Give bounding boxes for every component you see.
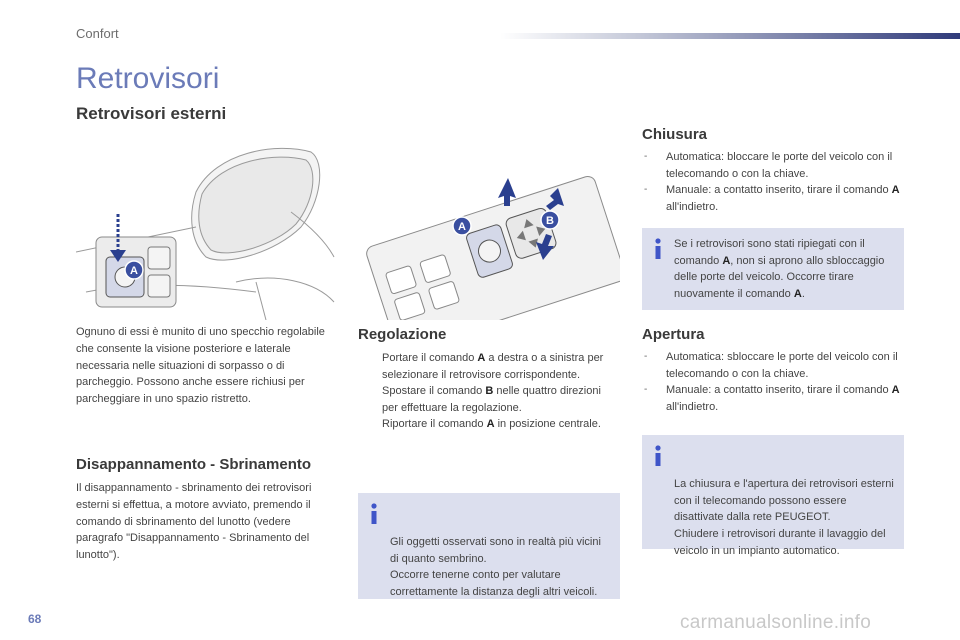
chiusura-heading: Chiusura	[642, 126, 708, 143]
info-icon	[652, 238, 664, 260]
list-item: - Automatica: bloccare le porte del veicolo con il telecomando o con la chiave.	[644, 151, 893, 180]
section-label: Confort	[76, 26, 119, 41]
list-item: - Manuale: a contatto inserito, tirare il comando A all'indietro.	[644, 184, 900, 213]
list-item: Spostare il comando B nelle quattro direzioni per effettuare la regolazione.	[382, 385, 601, 414]
page-subtitle: Retrovisori esterni	[76, 104, 227, 123]
regolazione-info-box	[358, 493, 620, 599]
header-gradient-bar	[500, 33, 960, 39]
intro-paragraph: Ognuno di essi è munito di uno specchio regolabile che consente la visione posteriore e laterale necessaria nelle situazioni di sorpasso o di parcheggio. Possono anche essere richiusi per parcheggiare in uno spazio ristretto.	[76, 326, 325, 406]
page-number: 68	[28, 612, 42, 626]
watermark: carmanualsonline.info	[680, 612, 872, 633]
apertura-list	[642, 349, 904, 415]
list-item: - Automatica: sbloccare le porte del veicolo con il telecomando o con la chiave.	[644, 351, 898, 380]
info-icon	[652, 445, 664, 467]
page-title: Retrovisori	[76, 62, 220, 95]
apertura-heading: Apertura	[642, 326, 705, 343]
list-item: - Manuale: a contatto inserito, tirare il comando A all'indietro.	[644, 384, 900, 413]
info-text: La chiusura e l'apertura dei retrovisori esterni con il telecomando possono essere disattivate dalla rete PEUGEOT. Chiudere i retrovisori durante il lavaggio del veicolo in un impianto automatico.	[674, 478, 894, 557]
control-a-letter: A	[130, 265, 138, 277]
list-item: Portare il comando A a destra o a sinistra per selezionare il retrovisore corrispondente.	[382, 352, 604, 381]
control-b-letter: B	[546, 215, 554, 227]
chiusura-info-box: Se i retrovisori sono stati ripiegati con il comando A, non si aprono allo sbloccaggio delle porte del veicolo. Occorre tirare nuovamente il comando A.	[642, 228, 904, 310]
defrost-paragraph: Il disappannamento - sbrinamento dei retrovisori esterni si effettua, a motore avviato, premendo il comando di sbrinamento del lunotto (vedere paragrafo "Disappannamento - Sbrinamento del lunotto").	[76, 482, 312, 562]
mirror-illustration	[76, 132, 336, 320]
defrost-heading: Disappannamento - Sbrinamento	[76, 456, 312, 473]
info-text: Gli oggetti osservati sono in realtà più vicini di quanto sembrino. Occorre tenerne conto per valutare correttamente la distanza degli altri veicoli.	[390, 536, 601, 598]
chiusura-list	[642, 149, 904, 215]
control-a-letter-right: A	[458, 221, 466, 233]
regolazione-list	[358, 350, 618, 433]
list-item: Riportare il comando A in posizione centrale.	[382, 418, 601, 430]
apertura-info-box	[642, 435, 904, 557]
switch-panel-illustration	[358, 160, 620, 320]
info-icon	[368, 503, 380, 525]
regolazione-heading: Regolazione	[358, 326, 447, 343]
